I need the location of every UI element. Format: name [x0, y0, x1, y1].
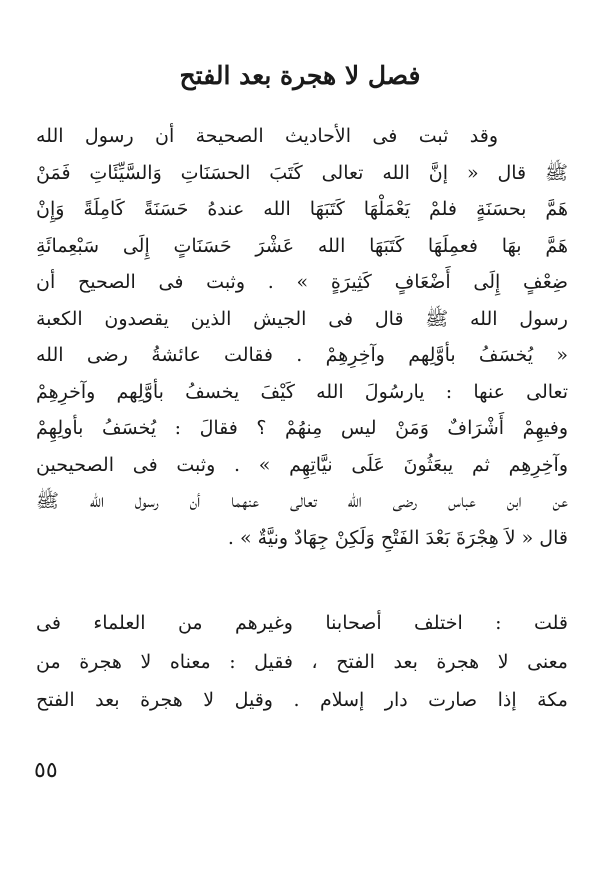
text-line: هَمَّ بهَا فعمِلَهَا كَتَبَهَا الله عَشْرَ حَسَنَاتٍ إِلَى سَبْعِمائَةِ	[36, 234, 568, 257]
text-line: قلت : اختلف أصحابنا وغيرهم من العلماء فى	[36, 612, 568, 634]
text-line: وقد ثبت فى الأحاديث الصحيحة أن رسول الله	[36, 125, 498, 147]
text-line: معنى لا هجرة بعد الفتح ، فقيل : معناه لا هجرة من	[36, 650, 568, 673]
paragraph-commentary	[36, 604, 568, 720]
text-line: وفيهِمْ أَشْرَافٌ وَمَنْ ليس مِنهُمْ ؟ فقالَ : يُخسَفُ بأولِهِمْ	[36, 417, 568, 439]
text-line: تعالى عنها : يارسُولَ الله كَيْفَ يخسفُ بأوَّلِهم وآخرِهِمْ	[36, 380, 568, 403]
text-line: وآخِرِهِم ثم يبعَثُونَ عَلَى نيَّاتِهِم » . وثبت فى الصحيحين	[36, 453, 568, 476]
paragraph-hadith	[36, 118, 568, 556]
section-title: فصل لا هجرة بعد الفتح	[179, 61, 421, 90]
text-line: عن ابن عباس رضى الله تعالى عنهما أن رسول الله ﷺ	[36, 490, 568, 512]
text-line: ضِعْفٍ إِلَى أَضْعَافٍ كَثِيرَةٍ » . وثبت فى الصحيح أن	[36, 271, 568, 293]
text-line: مكة إذا صارت دار إسلام . وقيل لا هجرة بعد الفتح	[36, 689, 568, 711]
text-line: رسول الله ﷺ قال فى الجيش الذين يقصدون الكعبة	[36, 307, 568, 330]
text-line: قال « لاَ هِجْرَةَ بَعْدَ الفَتْحِ وَلَكِنْ جِهَادٌ ونيَّةٌ » .	[227, 526, 568, 549]
page-number: ٥٥	[34, 758, 58, 783]
text-line: « يُخسَفُ بأوَّلِهم وآخِرِهِمْ . فقالت عائشةُ رضى الله	[36, 344, 568, 366]
text-line: ﷺ قال « إنَّ الله تعالى كَتَبَ الحسَنَاتِ وَالسَّيِّئَاتِ فَمَنْ	[36, 161, 568, 184]
text-line: هَمَّ بحسَنَةٍ فلمْ يَعْمَلْهَا كَتَبَهَا الله عندهُ حَسَنَةً كَامِلَةً وَإِنْ	[36, 198, 568, 220]
